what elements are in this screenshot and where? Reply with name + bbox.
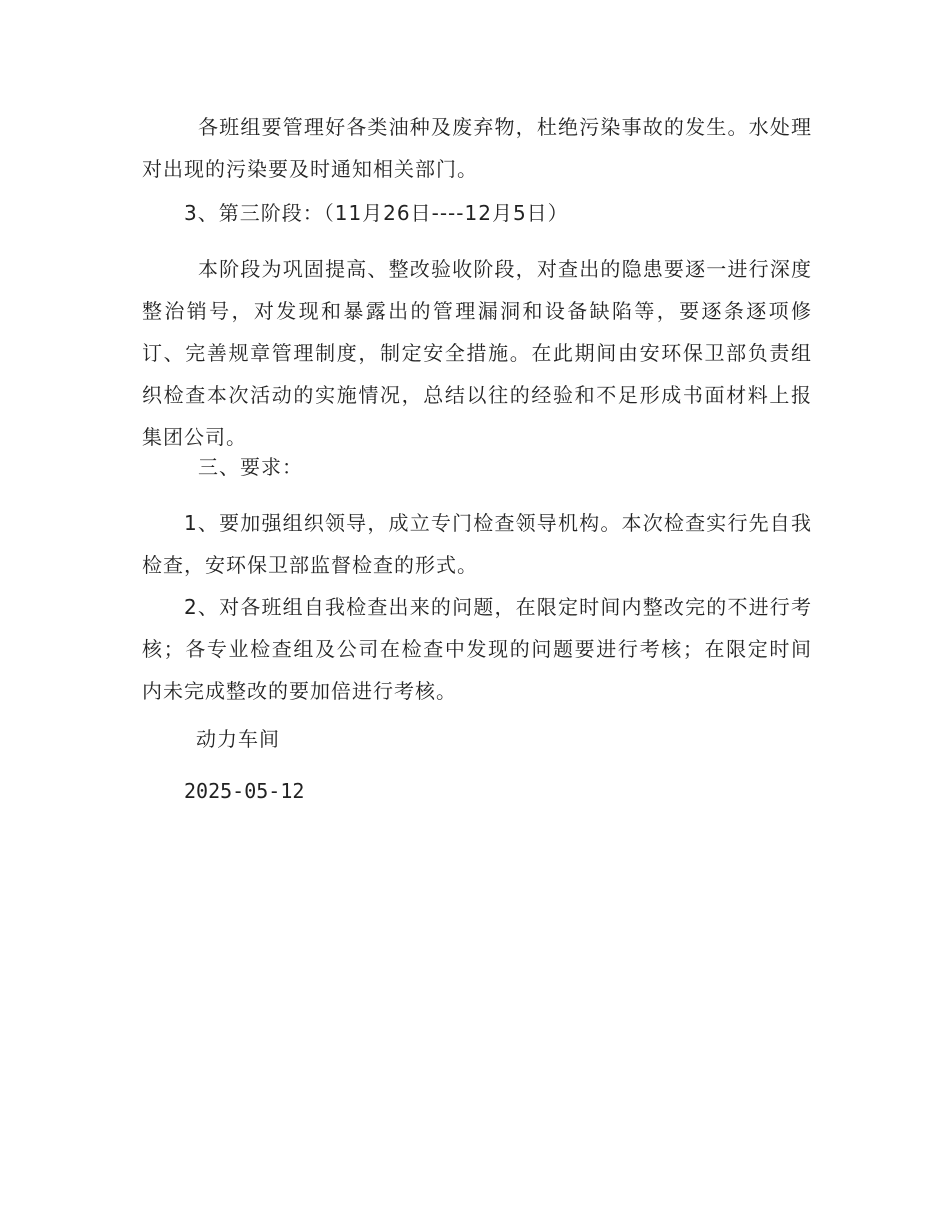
- paragraph-pollution: 各班组要管理好各类油种及废弃物，杜绝污染事故的发生。水处理对出现的污染要及时通知相关部门。: [142, 115, 812, 181]
- paragraph-requirements-heading: 三、要求：: [198, 455, 303, 479]
- paragraph-stage-three-heading: 3、第三阶段：（11月26日----12月5日）: [184, 201, 569, 225]
- paragraph-stage-three-body: 本阶段为巩固提高、整改验收阶段，对查出的隐患要逐一进行深度整治销号，对发现和暴露出的管理漏洞和设备缺陷等，要逐条逐项修订、完善规章管理制度，制定安全措施。在此期间由安环保卫部负责组织检查本次活动的实施情况，总结以往的经验和不足形成书面材料上报集团公司。: [142, 257, 812, 449]
- document-date: 2025-05-12: [184, 779, 305, 803]
- paragraph-requirement-one: 1、要加强组织领导，成立专门检查领导机构。本次检查实行先自我检查，安环保卫部监督检查的形式。: [142, 511, 812, 577]
- signature: 动力车间: [196, 727, 280, 751]
- paragraph-requirement-two: 2、对各班组自我检查出来的问题，在限定时间内整改完的不进行考核；各专业检查组及公司在检查中发现的问题要进行考核；在限定时间内未完成整改的要加倍进行考核。: [142, 595, 812, 703]
